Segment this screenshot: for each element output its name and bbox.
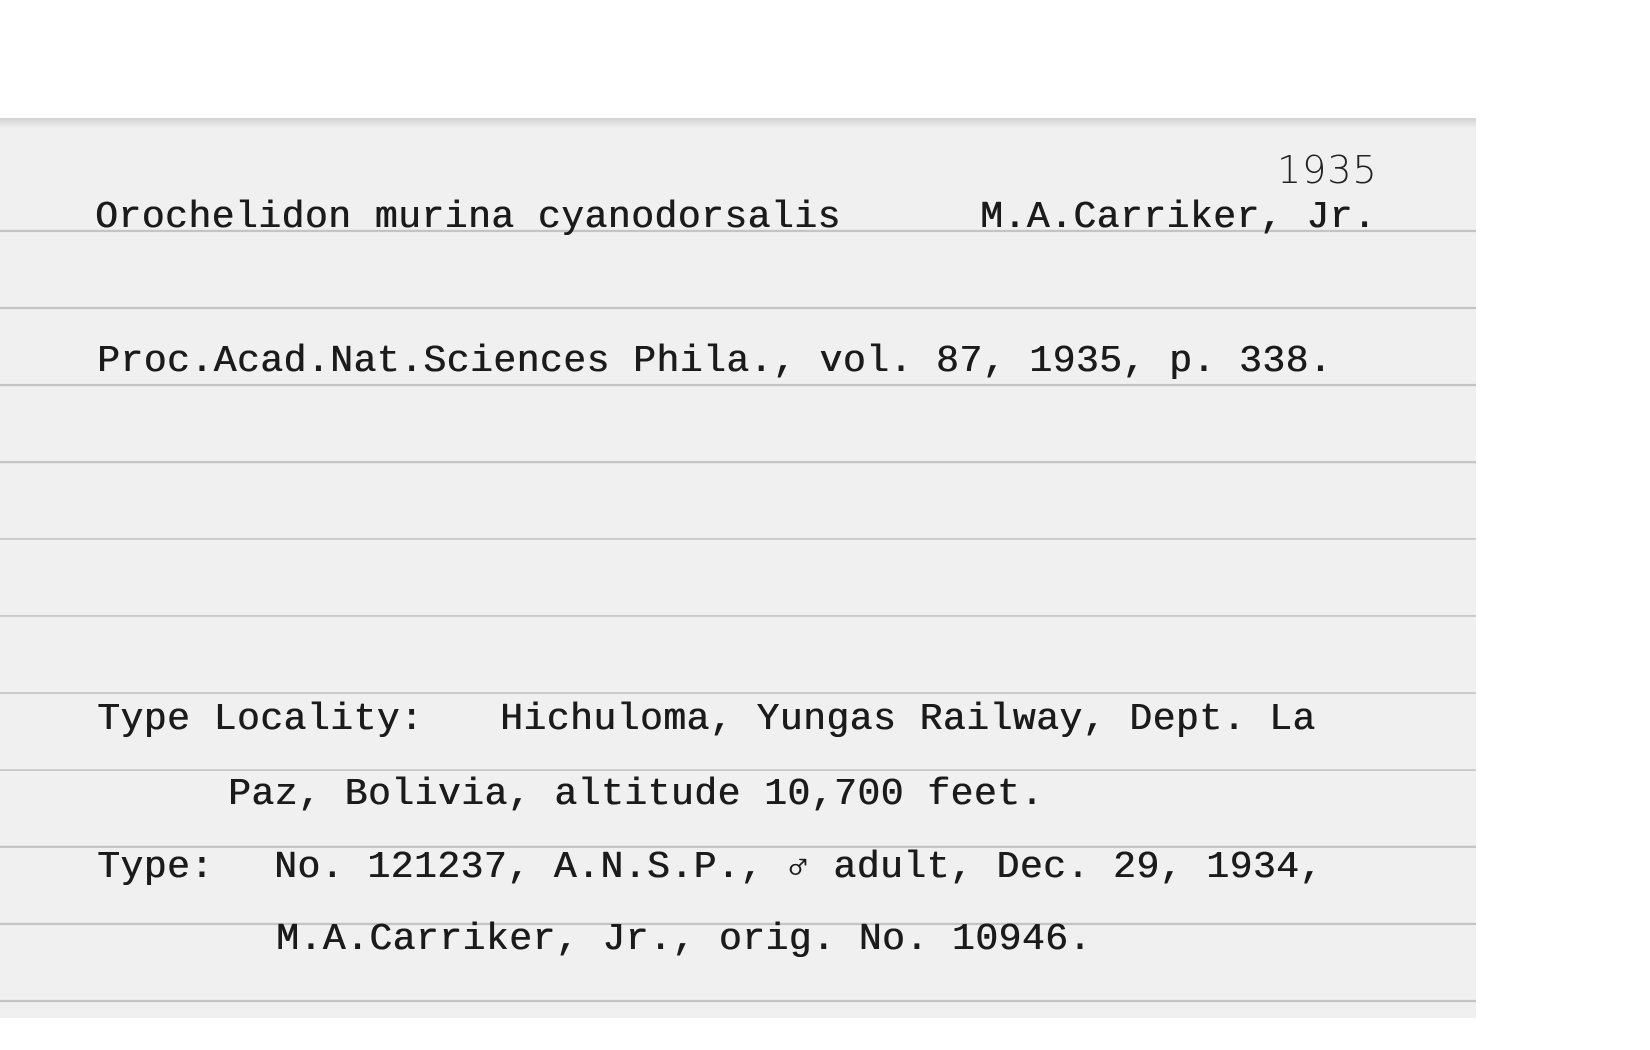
type-label: Type: <box>97 846 214 889</box>
type-line-2: M.A.Carriker, Jr., orig. No. 10946. <box>276 918 1092 961</box>
taxon-author: M.A.Carriker, Jr. <box>980 196 1377 239</box>
index-card <box>0 118 1476 1018</box>
type-line-1: No. 121237, A.N.S.P., ♂ adult, Dec. 29, 1934, <box>274 846 1323 889</box>
taxon-name: Orochelidon murina cyanodorsalis <box>95 196 841 239</box>
type-locality-line-1: Hichuloma, Yungas Railway, Dept. La <box>500 698 1316 741</box>
card-year: 1935 <box>1277 148 1378 192</box>
type-locality-line-2: Paz, Bolivia, altitude 10,700 feet. <box>228 773 1044 816</box>
citation: Proc.Acad.Nat.Sciences Phila., vol. 87, 1935, p. 338. <box>97 340 1333 383</box>
type-locality-label: Type Locality: <box>97 698 424 741</box>
